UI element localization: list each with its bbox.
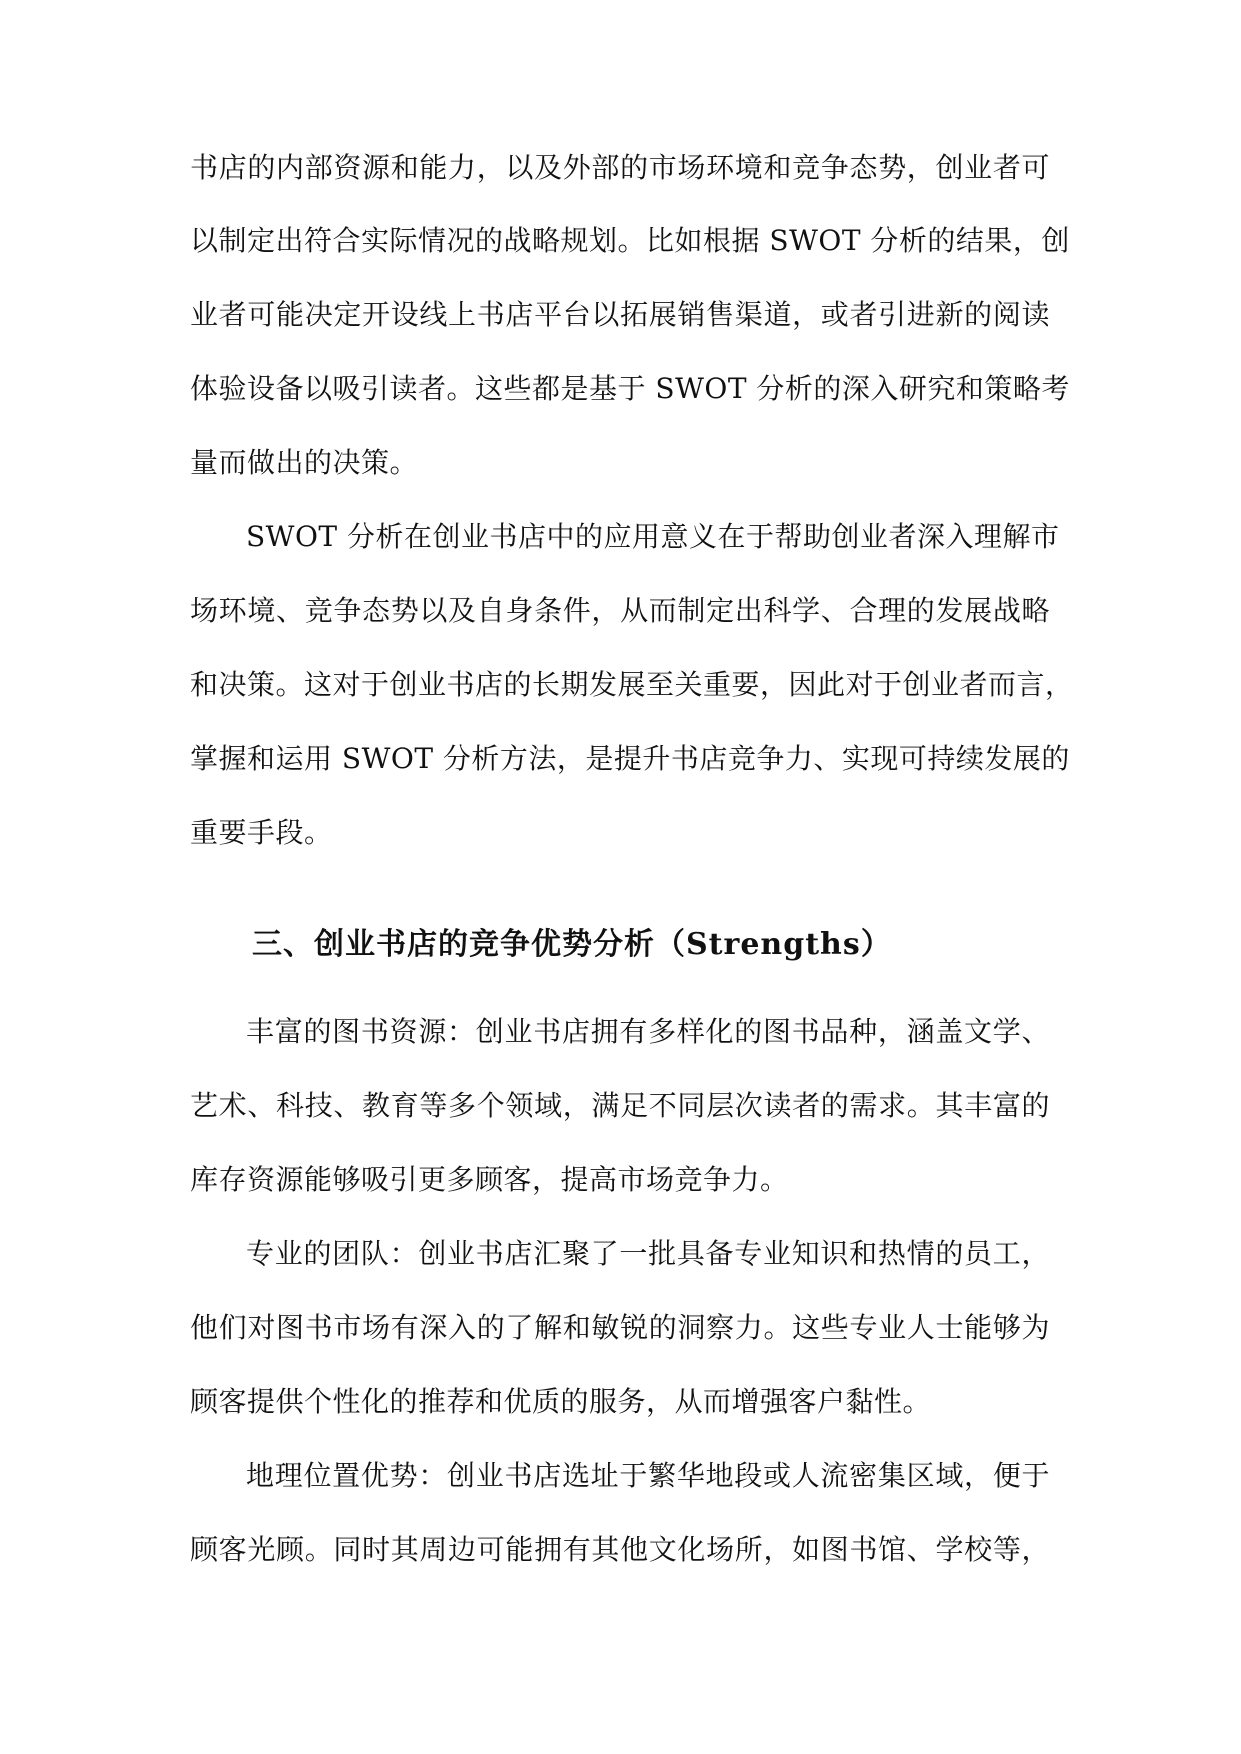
- paragraph-line: 体验设备以吸引读者。这些都是基于 SWOT 分析的深入研究和策略考: [190, 372, 1070, 405]
- paragraph-line: 和决策。这对于创业书店的长期发展至关重要，因此对于创业者而言，: [190, 668, 1074, 701]
- paragraph-line: 掌握和运用 SWOT 分析方法，是提升书店竞争力、实现可持续发展的: [190, 742, 1070, 775]
- paragraph-line: 丰富的图书资源：创业书店拥有多样化的图书品种，涵盖文学、: [246, 1015, 1050, 1048]
- paragraph-line: 顾客光顾。同时其周边可能拥有其他文化场所，如图书馆、学校等，: [190, 1533, 1050, 1566]
- paragraph-line: 顾客提供个性化的推荐和优质的服务，从而增强客户黏性。: [190, 1385, 932, 1418]
- paragraph-line: 他们对图书市场有深入的了解和敏锐的洞察力。这些专业人士能够为: [190, 1311, 1050, 1344]
- section-heading: 三、创业书店的竞争优势分析（Strengths）: [252, 927, 892, 962]
- paragraph-line: 场环境、竞争态势以及自身条件，从而制定出科学、合理的发展战略: [190, 594, 1050, 627]
- paragraph-line: 专业的团队：创业书店汇聚了一批具备专业知识和热情的员工，: [246, 1237, 1050, 1270]
- paragraph-line: 艺术、科技、教育等多个领域，满足不同层次读者的需求。其丰富的: [190, 1089, 1050, 1122]
- paragraph-line: 书店的内部资源和能力，以及外部的市场环境和竞争态势，创业者可: [190, 151, 1050, 184]
- paragraph-line: 业者可能决定开设线上书店平台以拓展销售渠道，或者引进新的阅读: [190, 298, 1050, 331]
- paragraph-line: SWOT 分析在创业书店中的应用意义在于帮助创业者深入理解市: [246, 520, 1060, 553]
- paragraph-line: 库存资源能够吸引更多顾客，提高市场竞争力。: [190, 1163, 789, 1196]
- paragraph-line: 重要手段。: [190, 816, 333, 849]
- paragraph-line: 以制定出符合实际情况的战略规划。比如根据 SWOT 分析的结果，创: [190, 224, 1070, 257]
- paragraph-line: 量而做出的决策。: [190, 446, 419, 479]
- paragraph-line: 地理位置优势：创业书店选址于繁华地段或人流密集区域，便于: [246, 1459, 1050, 1492]
